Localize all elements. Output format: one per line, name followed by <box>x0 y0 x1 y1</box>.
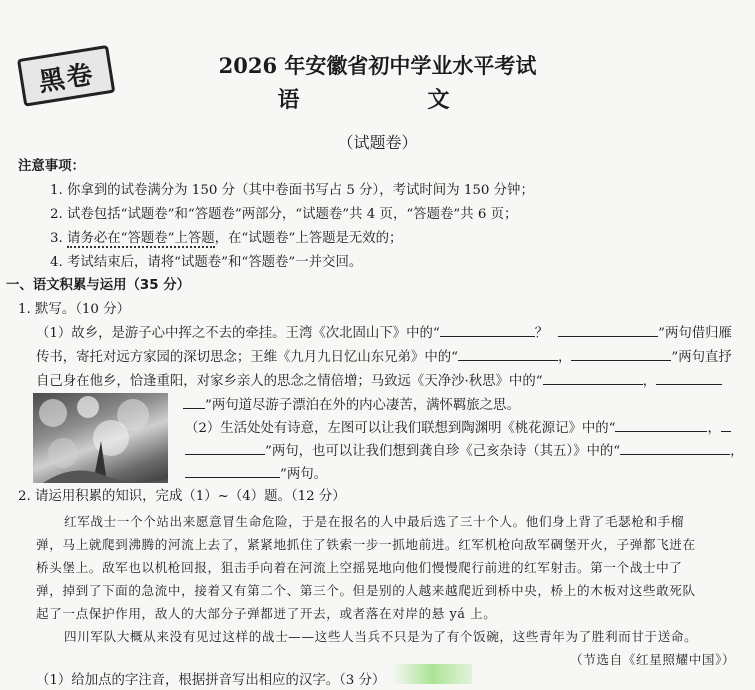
stamp-text: 黑卷 <box>17 45 115 107</box>
answer-blank[interactable] <box>185 441 265 455</box>
passage-line: 四川军队大概从来没有见过这样的战士——这些人当兵不只是为了有个饭碗，这些青年为了胜利而甘于送命。 <box>64 629 698 644</box>
q1-line-1 <box>36 323 732 343</box>
q1-line-7 <box>185 464 327 484</box>
q1-text: ”两句，也可以让我们想到龚自珍《己亥杂诗（其五）》中的“ <box>265 444 621 459</box>
q1-line-6 <box>185 441 744 461</box>
q1-text: ， <box>642 374 656 389</box>
passage-line: 红军战士一个个站出来愿意冒生命危险，于是在报名的人中最后选了三十个人。他们身上背了毛瑟枪和手榴 <box>64 514 685 529</box>
q1-text: 传书，寄托对远方家园的深切思念；王维《九月九日忆山东兄弟》中的“ <box>36 350 458 365</box>
answer-blank[interactable] <box>185 464 280 478</box>
passage-line: 弹，马上就爬到沸腾的河流上去了，紧紧地抓住了铁索一步一抓地前进。红军机枪向敌军碉堡开火，子弹都飞迸在 <box>36 537 696 552</box>
blossom-image <box>33 393 168 483</box>
paper-type: （试题卷） <box>337 133 418 152</box>
q1-line-4 <box>185 395 520 415</box>
answer-blank[interactable] <box>440 323 535 337</box>
q1-line-3 <box>36 371 722 391</box>
notice-item-2: 2. 试卷包括“试题卷”和“答题卷”两部分，“试题卷”共 4 页，“答题卷”共 6 页； <box>50 207 518 222</box>
answer-blank[interactable] <box>543 371 643 385</box>
peach-blossom-photo <box>33 393 168 483</box>
exam-title: 2026 年安徽省初中学业水平考试 <box>218 53 537 78</box>
answer-blank[interactable] <box>183 395 205 409</box>
q1-line-5 <box>185 418 731 438</box>
q1-text: 自己身在他乡，恰逢重阳，对家乡亲人的思念之情倍增；马致远《天净沙·秋思》中的“ <box>36 374 543 389</box>
answer-blank[interactable] <box>620 441 730 455</box>
notice-item-3-suffix: ，在“试题卷”上答题是无效的； <box>214 231 403 246</box>
passage-source: （节选自《红星照耀中国》） <box>570 652 736 667</box>
notice-item-3-emphasis: 请务必在“答题卷”上答题 <box>67 231 215 246</box>
question-2-label: 2. 请运用积累的知识，完成（1）~（4）题。（12 分） <box>18 489 346 504</box>
notice-heading: 注意事项： <box>18 159 85 174</box>
q1-text: ”两句直抒 <box>671 350 732 365</box>
subject-title: 语 文 <box>277 87 478 113</box>
answer-blank[interactable] <box>458 347 558 361</box>
passage-line: 桥头堡上。敌军也以机枪回报，狙击手向着在河流上空摇晃地向他们慢慢爬行前进的红军射击。第一个战士中了 <box>36 560 683 575</box>
answer-blank[interactable] <box>615 418 707 432</box>
q1-line-2 <box>36 347 732 367</box>
answer-blank[interactable] <box>656 371 722 385</box>
notice-item-3-prefix: 3. <box>50 231 68 246</box>
passage-line: 弹，掉到了下面的急流中，接着又有第二个、第三个。但是别的人越来越爬近到桥中央，桥上的木板对这些敢死队 <box>36 583 696 598</box>
notice-item-1: 1. 你拿到的试卷满分为 150 分（其中卷面书写占 5 分），考试时间为 150 分钟； <box>50 183 534 198</box>
q1-text: ”两句道尽游子漂泊在外的内心凄苦，满怀羁旅之思。 <box>205 398 520 413</box>
passage-line: 起了一点保护作用，敌人的大部分子弹都迸了开去，或者落在对岸的悬 yá 上。 <box>36 606 497 621</box>
q1-text: ， <box>730 444 744 459</box>
q1-text: ”两句借归雁 <box>658 326 732 341</box>
answer-blank[interactable] <box>558 323 658 337</box>
green-highlight-mark <box>392 664 472 684</box>
notice-item-3 <box>50 230 402 248</box>
q1-text: （2）生活处处有诗意，左图可以让我们联想到陶渊明《桃花源记》中的“ <box>185 421 616 436</box>
q1-text: ， <box>707 421 721 436</box>
answer-blank[interactable] <box>571 347 671 361</box>
q1-text: ， <box>557 350 572 365</box>
section-1-heading: 一、语文积累与运用（35 分） <box>6 278 190 293</box>
q1-text: ？ <box>534 326 549 341</box>
answer-blank[interactable] <box>721 418 731 432</box>
q1-text: （1）故乡，是游子心中挥之不去的牵挂。王湾《次北固山下》中的“ <box>36 326 440 341</box>
q2-subquestion-1: （1）给加点的字注音，根据拼音写出相应的汉字。（3 分） <box>36 673 386 688</box>
notice-item-4: 4. 考试结束后，请将“试题卷”和“答题卷”一并交回。 <box>50 255 363 270</box>
q1-text: ”两句。 <box>280 467 328 482</box>
question-1-label: 1. 默写。（10 分） <box>18 302 130 317</box>
